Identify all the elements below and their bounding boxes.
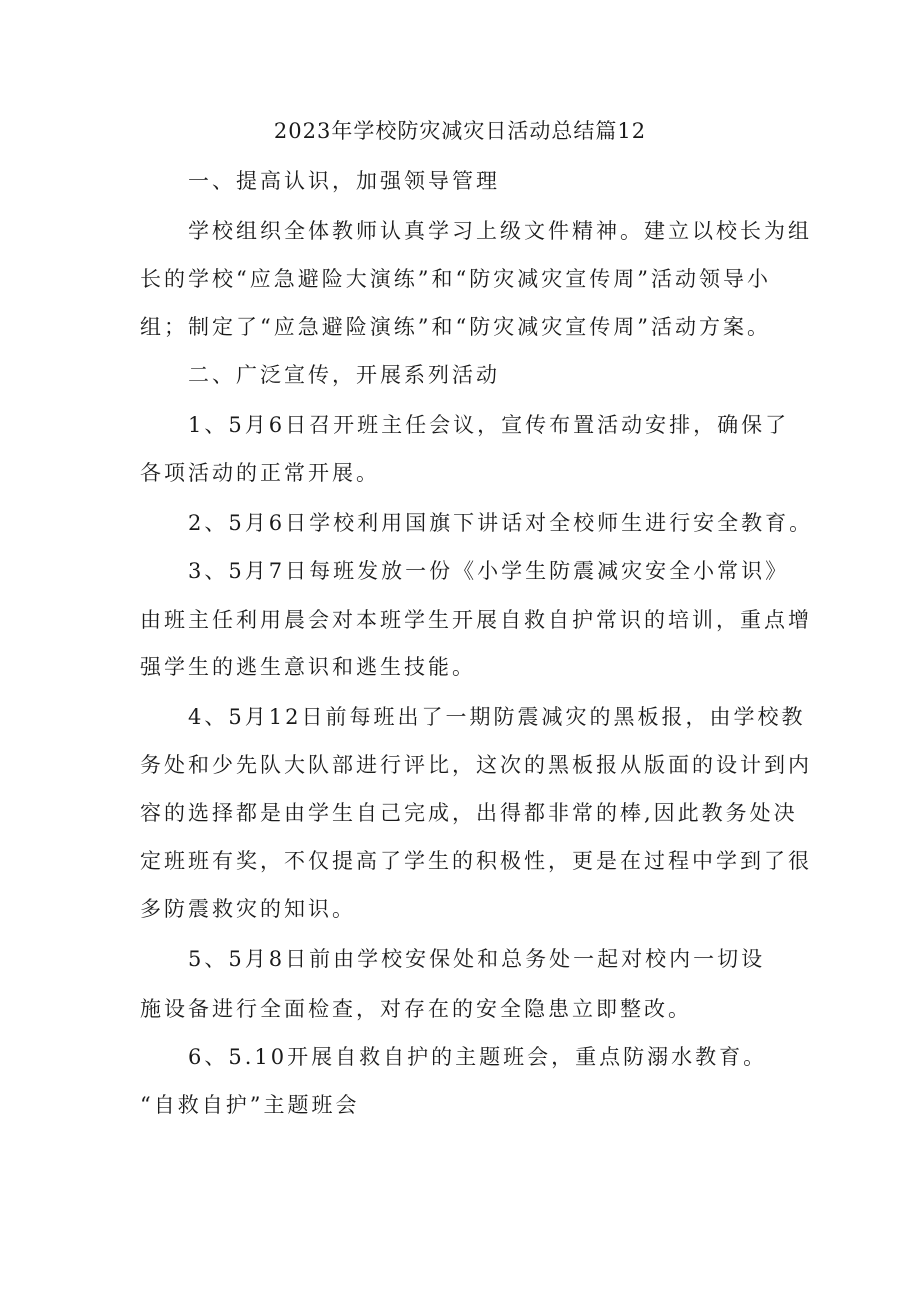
paragraph-line: 学校组织全体教师认真学习上级文件精神。建立以校长为组 <box>188 219 812 243</box>
paragraph-line: 组；制定了“应急避险演练”和“防灾减灾宣传周”活动方案。 <box>140 315 771 339</box>
paragraph-line: 强学生的逃生意识和逃生技能。 <box>140 655 476 679</box>
paragraph-line: 务处和少先队大队部进行评比，这次的黑板报从版面的设计到内 <box>140 753 812 777</box>
paragraph-line: 由班主任利用晨会对本班学生开展自救自护常识的培训，重点增 <box>140 608 812 632</box>
paragraph-line: 2、5月6日学校利用国旗下讲话对全校师生进行安全教育。 <box>188 511 814 535</box>
paragraph-line: 各项活动的正常开展。 <box>140 461 380 485</box>
paragraph-line: 定班班有奖，不仅提高了学生的积极性，更是在过程中学到了很 <box>140 849 812 873</box>
section-heading: 二、广泛宣传，开展系列活动 <box>188 363 500 387</box>
paragraph-line: 多防震救灾的知识。 <box>140 897 356 921</box>
paragraph-line: 4、5月12日前每班出了一期防震减灾的黑板报，由学校教 <box>188 705 806 729</box>
paragraph-line: 容的选择都是由学生自己完成，出得都非常的棒,因此教务处决 <box>140 801 798 825</box>
paragraph-line: 3、5月7日每班发放一份《小学生防震减灾安全小常识》 <box>188 559 790 583</box>
paragraph-line: 长的学校“应急避险大演练”和“防灾减灾宣传周”活动领导小 <box>140 267 771 291</box>
paragraph-line: “自救自护”主题班会 <box>140 1093 360 1117</box>
paragraph-line: 1、5月6日召开班主任会议，宣传布置活动安排，确保了 <box>188 413 790 437</box>
document-title: 2023年学校防灾减灾日活动总结篇12 <box>273 119 647 143</box>
paragraph-line: 施设备进行全面检查，对存在的安全隐患立即整改。 <box>140 997 692 1021</box>
paragraph-line: 5、5月8日前由学校安保处和总务处一起对校内一切设 <box>188 947 766 971</box>
section-heading: 一、提高认识，加强领导管理 <box>188 169 500 193</box>
paragraph-line: 6、5.10开展自救自护的主题班会，重点防溺水教育。 <box>188 1045 768 1069</box>
